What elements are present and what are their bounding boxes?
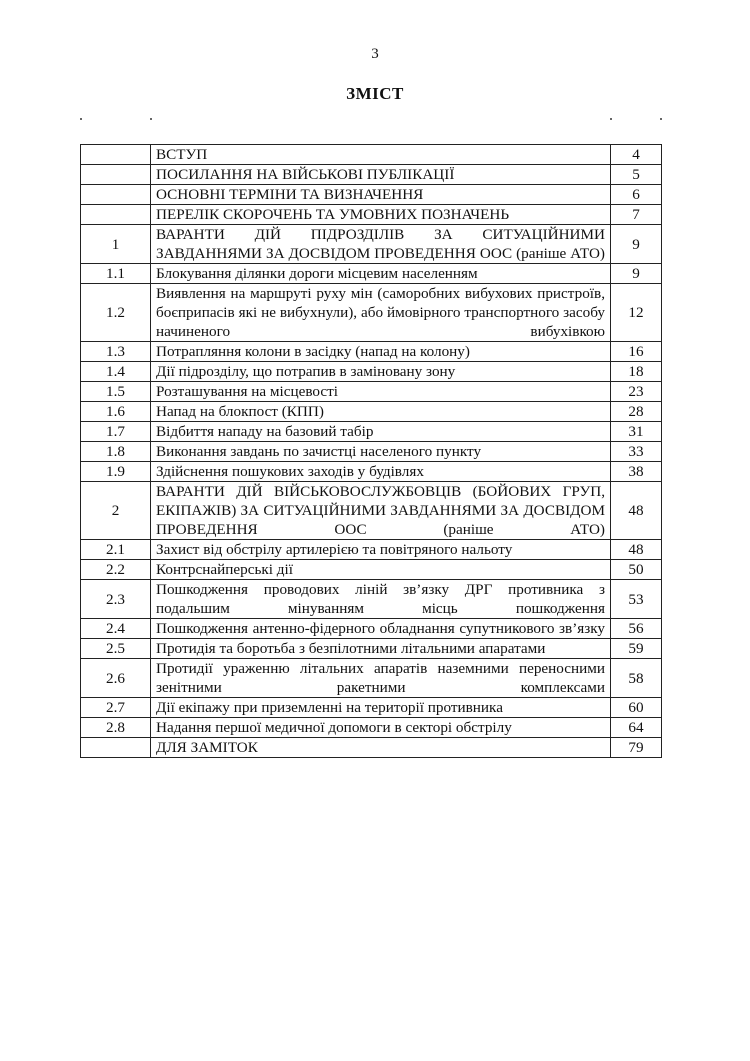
page-ref: 9	[611, 225, 662, 264]
section-number: 2.8	[81, 718, 151, 738]
page-ref: 7	[611, 205, 662, 225]
section-title: Протидії ураженню літальних апаратів наземними переносними зенітними ракетними комплексами	[151, 659, 611, 698]
toc-row	[81, 382, 662, 402]
section-title: Пошкодження проводових ліній зв’язку ДРГ противника з подальшим мінуванням місць пошкодження	[151, 580, 611, 619]
section-number	[81, 738, 151, 758]
section-title: Відбиття нападу на базовий табір	[151, 422, 611, 442]
section-number: 2.3	[81, 580, 151, 619]
toc-row	[81, 225, 662, 264]
toc-row	[81, 442, 662, 462]
page-ref: 59	[611, 639, 662, 659]
toc-row	[81, 342, 662, 362]
section-number	[81, 145, 151, 165]
page-ref: 48	[611, 540, 662, 560]
toc-row	[81, 362, 662, 382]
page-number: 3	[371, 46, 379, 62]
toc-row	[81, 718, 662, 738]
section-title: Здійснення пошукових заходів у будівлях	[151, 462, 611, 482]
section-number: 1.9	[81, 462, 151, 482]
decorative-dot	[80, 118, 82, 120]
page-ref: 23	[611, 382, 662, 402]
toc-row	[81, 698, 662, 718]
page-ref: 53	[611, 580, 662, 619]
toc-row	[81, 560, 662, 580]
section-title: ОСНОВНІ ТЕРМІНИ ТА ВИЗНАЧЕННЯ	[151, 185, 611, 205]
section-title: Потрапляння колони в засідку (напад на колону)	[151, 342, 611, 362]
section-number: 2.4	[81, 619, 151, 639]
toc-row	[81, 205, 662, 225]
toc-row	[81, 580, 662, 619]
page-ref: 64	[611, 718, 662, 738]
toc-row	[81, 402, 662, 422]
section-title: ВАРАНТИ ДІЙ ПІДРОЗДІЛІВ ЗА СИТУАЦІЙНИМИ ЗАВДАННЯМИ ЗА ДОСВІДОМ ПРОВЕДЕННЯ ООС (раніше АТО)	[151, 225, 611, 264]
toc-row	[81, 165, 662, 185]
page-ref: 16	[611, 342, 662, 362]
section-title: ВАРАНТИ ДІЙ ВІЙСЬКОВОСЛУЖБОВЦІВ (БОЙОВИХ ГРУП, ЕКІПАЖІВ) ЗА СИТУАЦІЙНИМИ ЗАВДАННЯМИ ЗА ДОСВІДОМ ПРОВЕДЕННЯ ООС (раніше АТО)	[151, 482, 611, 540]
page-ref: 60	[611, 698, 662, 718]
section-number: 1.8	[81, 442, 151, 462]
section-number: 1.6	[81, 402, 151, 422]
section-title: Контрснайперські дії	[151, 560, 611, 580]
page-ref: 9	[611, 264, 662, 284]
section-title: ПЕРЕЛІК СКОРОЧЕНЬ ТА УМОВНИХ ПОЗНАЧЕНЬ	[151, 205, 611, 225]
page-ref: 28	[611, 402, 662, 422]
section-number: 1.7	[81, 422, 151, 442]
page-ref: 6	[611, 185, 662, 205]
page-ref: 5	[611, 165, 662, 185]
section-title: Розташування на місцевості	[151, 382, 611, 402]
toc-row	[81, 482, 662, 540]
page-ref: 33	[611, 442, 662, 462]
section-number	[81, 185, 151, 205]
section-number: 2	[81, 482, 151, 540]
section-number: 2.5	[81, 639, 151, 659]
section-title: ДЛЯ ЗАМІТОК	[151, 738, 611, 758]
section-number: 1.2	[81, 284, 151, 342]
section-title: Захист від обстрілу артилерією та повітряного нальоту	[151, 540, 611, 560]
section-number: 1.4	[81, 362, 151, 382]
page-ref: 50	[611, 560, 662, 580]
section-number: 1.1	[81, 264, 151, 284]
toc-row	[81, 462, 662, 482]
page-ref: 38	[611, 462, 662, 482]
section-title: Дії екіпажу при приземленні на території противника	[151, 698, 611, 718]
dot-separator	[0, 108, 750, 128]
decorative-dot	[660, 118, 662, 120]
decorative-dot	[150, 118, 152, 120]
section-title: Надання першої медичної допомоги в секторі обстрілу	[151, 718, 611, 738]
section-number: 2.1	[81, 540, 151, 560]
section-title: Протидія та боротьба з безпілотними літальними апаратами	[151, 639, 611, 659]
toc-row	[81, 422, 662, 442]
section-number	[81, 205, 151, 225]
page-ref: 18	[611, 362, 662, 382]
page-ref: 56	[611, 619, 662, 639]
section-number: 1.5	[81, 382, 151, 402]
page-ref: 12	[611, 284, 662, 342]
toc-row	[81, 264, 662, 284]
decorative-dot	[610, 118, 612, 120]
section-number: 2.7	[81, 698, 151, 718]
section-title: Виявлення на маршруті руху мін (саморобних вибухових пристроїв, боєприпасів які не вибухнули), або ймовірного транспортного засобу начиненого вибухівкою	[151, 284, 611, 342]
toc-row	[81, 639, 662, 659]
page-ref: 48	[611, 482, 662, 540]
toc-row	[81, 619, 662, 639]
section-title: Пошкодження антенно-фідерного обладнання супутникового зв’язку	[151, 619, 611, 639]
toc-table	[80, 144, 662, 758]
section-number: 2.2	[81, 560, 151, 580]
section-title: ПОСИЛАННЯ НА ВІЙСЬКОВІ ПУБЛІКАЦІЇ	[151, 165, 611, 185]
toc-row	[81, 540, 662, 560]
section-title: Напад на блокпост (КПП)	[151, 402, 611, 422]
page-ref: 79	[611, 738, 662, 758]
toc-title: ЗМІСТ	[346, 84, 404, 103]
section-title: Дії підрозділу, що потрапив в заміновану зону	[151, 362, 611, 382]
toc-row	[81, 185, 662, 205]
page-ref: 4	[611, 145, 662, 165]
section-number: 1	[81, 225, 151, 264]
toc-row	[81, 738, 662, 758]
page-ref: 58	[611, 659, 662, 698]
section-title: Блокування ділянки дороги місцевим населенням	[151, 264, 611, 284]
section-number: 1.3	[81, 342, 151, 362]
section-title: ВСТУП	[151, 145, 611, 165]
page-ref: 31	[611, 422, 662, 442]
toc-row	[81, 659, 662, 698]
section-title: Виконання завдань по зачистці населеного пункту	[151, 442, 611, 462]
section-number	[81, 165, 151, 185]
section-number: 2.6	[81, 659, 151, 698]
toc-row	[81, 145, 662, 165]
toc-row	[81, 284, 662, 342]
